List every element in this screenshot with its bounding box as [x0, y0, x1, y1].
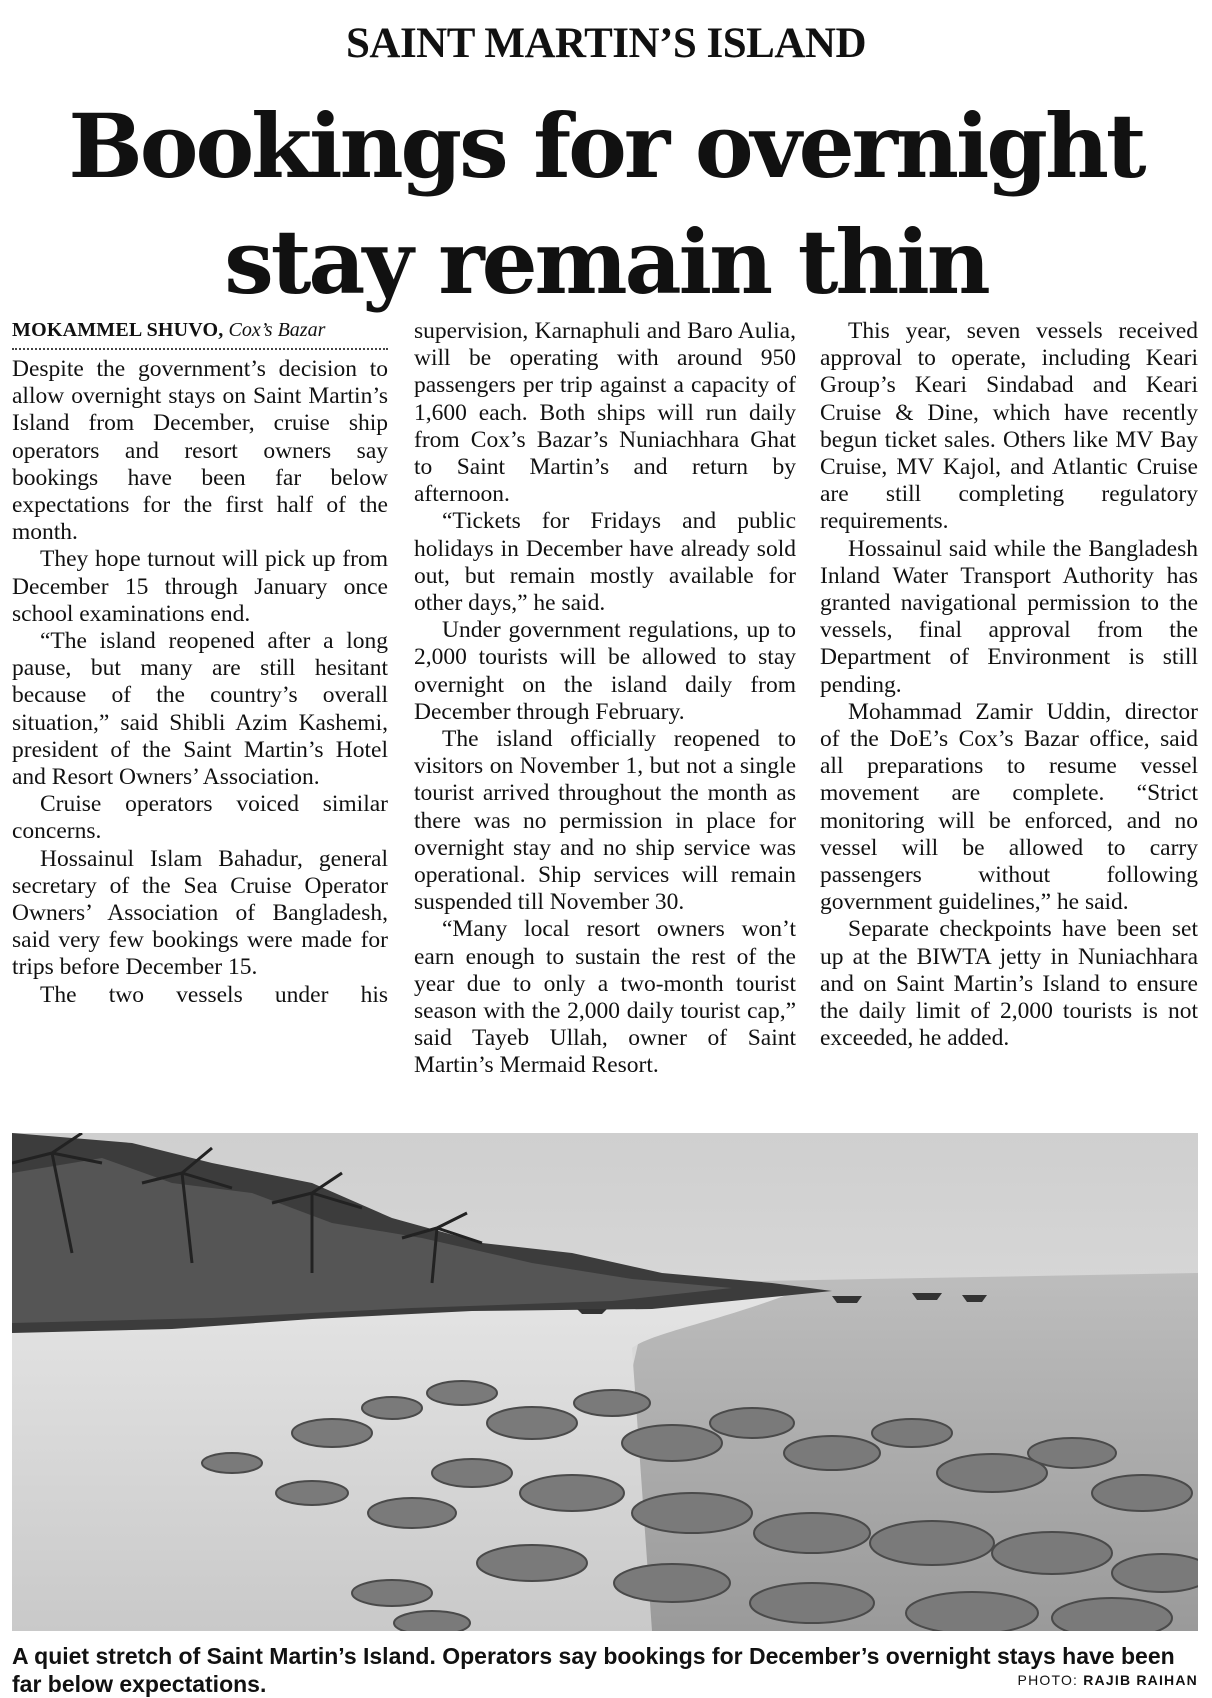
paragraph: The two vessels under his [40, 981, 388, 1008]
photo-credit-name: RAJIB RAIHAN [1083, 1672, 1198, 1688]
paragraph: Hossainul said while the Bangladesh Inland Water Transport Authority has granted navigational permission to the vessels, final approval from the Department of Environment is still pending. [820, 535, 1198, 698]
byline [12, 318, 388, 350]
headline [0, 88, 1212, 320]
kicker: SAINT MARTIN’S ISLAND [345, 20, 867, 67]
paragraph: “The island reopened after a long pause, but many are still hesitant because of the country’s overall situation,” said Shibli Azim Kashemi, president of the Saint Martin’s Hotel and Resort Owners’ Association. [12, 628, 388, 791]
byline-location: Cox’s Bazar [228, 319, 326, 341]
paragraph: supervision, Karnaphuli and Baro Aulia, will be operating with around 950 passengers per trip against a capacity of 1,600 each. Both ships will run daily from Cox’s Bazar’s Nuniachhara Ghat to Saint Martin’s and return by afternoon. [414, 318, 796, 508]
paragraph: They hope turnout will pick up from December 15 through January once school examinations end. [12, 546, 388, 627]
beach-photo [12, 1133, 1198, 1631]
photo-caption: A quiet stretch of Saint Martin’s Island. Operators say bookings for December’s overnight stays have been far below expectations. [12, 1643, 1175, 1697]
paragraph: “Many local resort owners won’t earn enough to sustain the rest of the year due to only a two-month tourist season with the 2,000 daily tourist cap,” said Tayeb Ullah, owner of Saint Martin’s Mermaid Resort. [414, 916, 796, 1079]
headline-line-2: stay remain thin [224, 210, 988, 314]
paragraph: Under government regulations, up to 2,000 tourists will be allowed to stay overnight on the island daily from December through February. [414, 617, 796, 725]
article-column-3 [820, 318, 1198, 1052]
paragraph: This year, seven vessels received approval to operate, including Keari Group’s Keari Sindabad and Keari Cruise & Dine, which have recently begun ticket sales. Others like MV Bay Cruise, MV Kajol, and Atlantic Cruise are still completing regulatory requirements. [820, 318, 1198, 535]
article-column-1 [12, 318, 388, 1009]
paragraph: Despite the government’s decision to allow overnight stays on Saint Martin’s Island from December, cruise ship operators and resort owners say bookings have been far below expectations for the first half of the month. [12, 356, 388, 546]
paragraph: The island officially reopened to visitors on November 1, but not a single tourist arrived throughout the month as there was no permission in place for overnight stay and no ship service was operational. Ship services will remain suspended till November 30. [414, 726, 796, 916]
paragraph: Hossainul Islam Bahadur, general secretary of the Sea Cruise Operator Owners’ Association of Bangladesh, said very few bookings were made for trips before December 15. [12, 845, 388, 981]
paragraph: Cruise operators voiced similar concerns. [12, 791, 388, 845]
photo-credit-label: PHOTO: [1017, 1672, 1079, 1688]
byline-author: MOKAMMEL SHUVO, [12, 319, 224, 341]
paragraph: Separate checkpoints have been set up at the BIWTA jetty in Nuniachhara and on Saint Martin’s Island to ensure the daily limit of 2,000 tourists is not exceeded, he added. [820, 916, 1198, 1052]
article-column-2 [414, 318, 796, 1080]
photo-credit [1018, 1672, 1198, 1688]
headline-line-1: Bookings for overnight [68, 94, 1144, 198]
paragraph: “Tickets for Fridays and public holidays in December have already sold out, but remain mostly available for other days,” he said. [414, 508, 796, 617]
paragraph: Mohammad Zamir Uddin, director of the DoE’s Cox’s Bazar office, said all preparations to resume vessel movement are complete. “Strict monitoring will be enforced, and no vessel will be allowed to carry passengers without following government guidelines,” he said. [820, 698, 1198, 916]
